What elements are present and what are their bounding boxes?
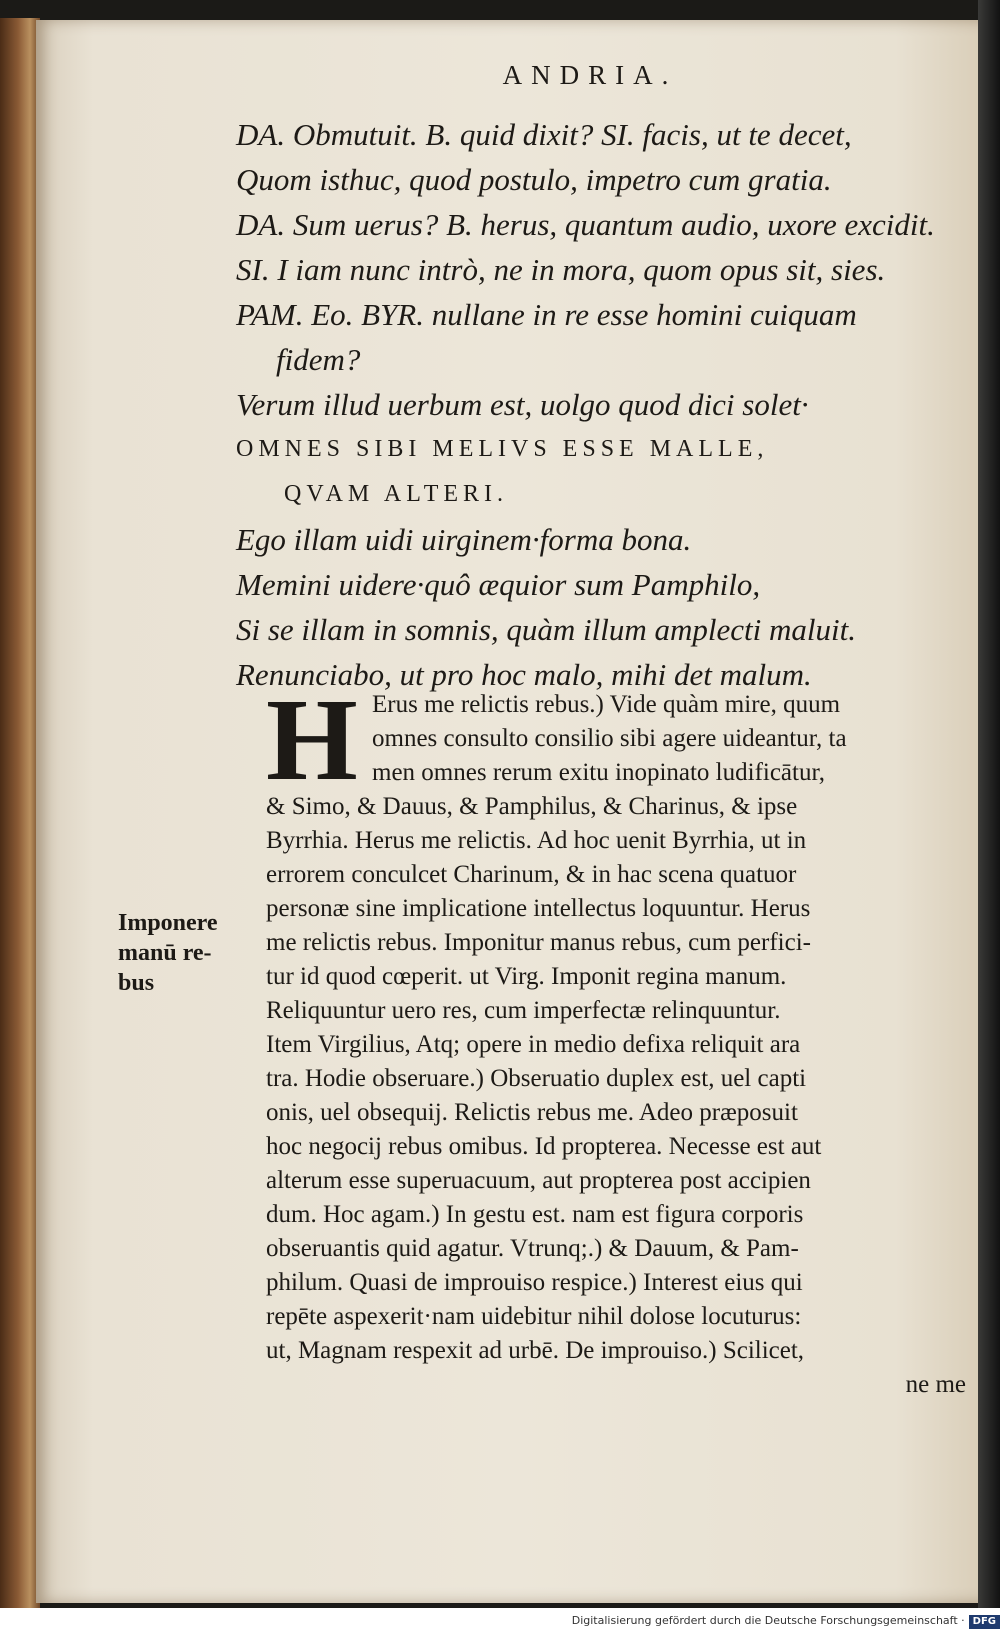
commentary-line: me relictis rebus. Imponitur manus rebus, cum perfici-: [266, 929, 811, 956]
commentary-line: Item Virgilius, Atq; opere in medio defixa reliquit ara: [266, 1031, 801, 1058]
dfg-logo: DFG: [969, 1615, 1000, 1629]
verse-line: PAM. Eo. BYR. nullane in re esse homini cuiquam: [236, 297, 857, 332]
verse-line: Verum illud uerbum est, uolgo quod dici solet·: [236, 387, 809, 422]
commentary-line: repēte aspexerit·nam uidebitur nihil dolose locuturus:: [266, 1303, 802, 1330]
margin-note-line: manū re-: [118, 940, 212, 966]
commentary-line: & Simo, & Dauus, & Pamphilus, & Charinus, & ipse: [266, 793, 798, 820]
verse-line: DA. Sum uerus? B. herus, quantum audio, uxore excidit.: [236, 207, 935, 242]
verse-block: [236, 112, 956, 697]
commentary-line: omnes consulto consilio sibi agere uideantur, ta: [372, 725, 847, 752]
commentary-line: Byrrhia. Herus me relictis. Ad hoc uenit Byrrhia, ut in: [266, 827, 807, 854]
commentary-line: Erus me relictis rebus.) Vide quàm mire, quum: [372, 691, 841, 718]
commentary-line: Reliquuntur uero res, cum imperfectæ relinquuntur.: [266, 997, 781, 1024]
commentary-line: alterum esse superuacuum, aut propterea post accipien: [266, 1167, 811, 1194]
drop-capital: H: [266, 674, 358, 805]
commentary-line: men omnes rerum exitu inopinato ludificātur,: [372, 759, 826, 786]
verse-line: fidem?: [276, 342, 361, 377]
verse-line-smallcaps: OMNES SIBI MELIVS ESSE MALLE,: [236, 436, 769, 462]
margin-note-line: bus: [118, 970, 155, 996]
commentary-line: obseruantis quid agatur. Vtrunq;.) & Dauum, & Pam-: [266, 1235, 799, 1262]
book-right-edge: [978, 0, 1000, 1608]
book-cover-edge: [0, 18, 40, 1608]
verse-line: Quom isthuc, quod postulo, impetro cum gratia.: [236, 162, 832, 197]
commentary-line: personæ sine implicatione intellectus loquuntur. Herus: [266, 895, 811, 922]
commentary-line: dum. Hoc agam.) In gestu est. nam est figura corporis: [266, 1201, 804, 1228]
verse-line: SI. I iam nunc intrò, ne in mora, quom opus sit, sies.: [236, 252, 886, 287]
commentary-line: philum. Quasi de improuiso respice.) Interest eius qui: [266, 1269, 803, 1296]
verse-line: Renunciabo, ut pro hoc malo, mihi det malum.: [236, 657, 812, 692]
verse-line: Si se illam in somnis, quàm illum amplecti maluit.: [236, 612, 856, 647]
commentary-block: [266, 674, 966, 1402]
commentary-line: tra. Hodie obseruare.) Obseruatio duplex est, uel capti: [266, 1065, 807, 1092]
verse-line: Ego illam uidi uirginem·forma bona.: [236, 522, 692, 557]
commentary-line: ut, Magnam respexit ad urbē. De improuiso.) Scilicet,: [266, 1337, 805, 1364]
verse-line: DA. Obmutuit. B. quid dixit? SI. facis, ut te decet,: [236, 117, 852, 152]
margin-note: [118, 908, 258, 998]
commentary-line: onis, uel obsequij. Relictis rebus me. Adeo præposuit: [266, 1099, 798, 1126]
footer-text: Digitalisierung gefördert durch die Deutsche Forschungsgemeinschaft ·: [571, 1614, 965, 1627]
running-head: ANDRIA.: [502, 60, 678, 90]
catchword: ne me: [905, 1371, 966, 1398]
commentary-line: errorem conculcet Charinum, & in hac scena quatuor: [266, 861, 797, 888]
commentary-line: hoc negocij rebus omibus. Id propterea. Necesse est aut: [266, 1133, 822, 1160]
verse-line-smallcaps: QVAM ALTERI.: [284, 481, 509, 507]
footer-credit: [560, 1611, 1000, 1631]
verse-line: Memini uidere·quô æquior sum Pamphilo,: [236, 567, 761, 602]
commentary-line: tur id quod cœperit. ut Virg. Imponit regina manum.: [266, 963, 787, 990]
margin-note-line: Imponere: [118, 910, 218, 936]
